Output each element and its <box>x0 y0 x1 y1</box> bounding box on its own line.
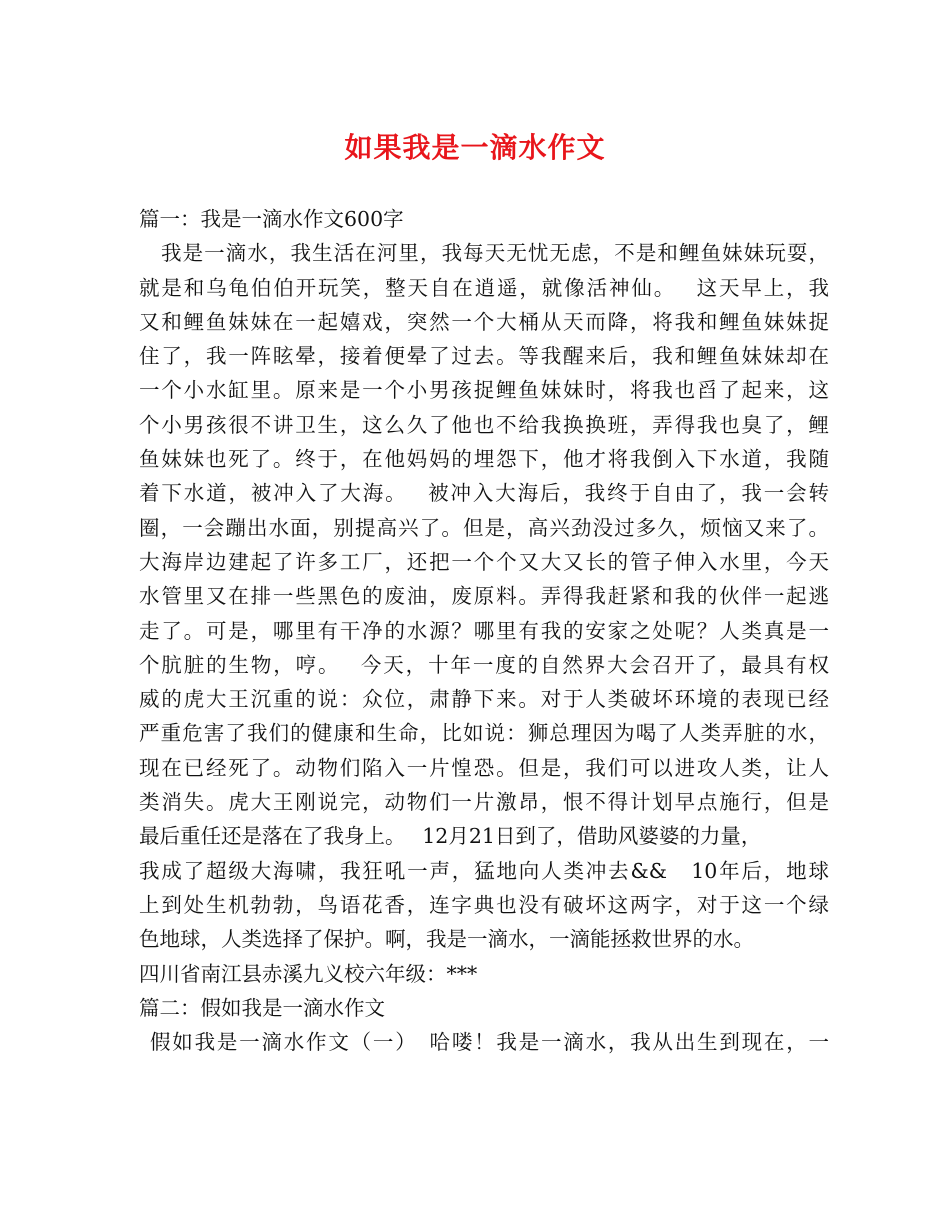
paragraph-line: 假如我是一滴水作文（一） 哈喽！我是一滴水，我从出生到现在，一 <box>150 1030 829 1055</box>
paragraph-line: 住了，我一阵眩晕，接着便晕了过去。等我醒来后，我和鲤鱼妹妹却在 <box>139 344 829 369</box>
section-heading-1: 篇一：我是一滴水作文600字 <box>139 207 404 231</box>
paragraph-line: 一个小水缸里。原来是一个小男孩捉鲤鱼妹妹时，将我也舀了起来，这 <box>139 378 829 403</box>
paragraph-line: 色地球，人类选择了保护。啊，我是一滴水，一滴能拯救世界的水。 <box>139 927 754 952</box>
paragraph-line: 又和鲤鱼妹妹在一起嬉戏，突然一个大桶从天而降，将我和鲤鱼妹妹捉 <box>139 309 829 334</box>
document-title: 如果我是一滴水作文 <box>344 131 606 164</box>
paragraph-line: 威的虎大王沉重的说：众位，肃静下来。对于人类破坏环境的表现已经 <box>139 687 829 712</box>
paragraph-line: 我成了超级大海啸，我狂吼一声，猛地向人类冲去&& 10年后，地球 <box>139 858 829 883</box>
paragraph-line: 走了。可是，哪里有干净的水源？哪里有我的安家之处呢？人类真是一 <box>139 618 829 643</box>
paragraph-line: 圈，一会蹦出水面，别提高兴了。但是，高兴劲没过多久，烦恼又来了。 <box>139 515 829 540</box>
paragraph-line: 大海岸边建起了许多工厂，还把一个个又大又长的管子伸入水里，今天 <box>139 549 829 574</box>
paragraph-line: 现在已经死了。动物们陷入一片惶恐。但是，我们可以进攻人类，让人 <box>139 755 829 780</box>
paragraph-line: 着下水道，被冲入了大海。 被冲入大海后，我终于自由了，我一会转 <box>139 481 829 506</box>
section-heading-2: 篇二：假如我是一滴水作文 <box>139 995 385 1020</box>
paragraph-line: 就是和乌龟伯伯开玩笑，整天自在逍遥，就像活神仙。 这天早上，我 <box>139 275 829 300</box>
paragraph-line: 严重危害了我们的健康和生命，比如说：狮总理因为喝了人类弄脏的水， <box>139 721 829 746</box>
paragraph-line: 最后重任还是落在了我身上。 12月21日到了，借助风婆婆的力量， <box>139 824 762 849</box>
paragraph-line: 个小男孩很不讲卫生，这么久了他也不给我换换班，弄得我也臭了，鲤 <box>139 412 829 437</box>
paragraph-line: 我是一滴水，我生活在河里，我每天无忧无虑，不是和鲤鱼妹妹玩耍， <box>161 241 829 266</box>
document-body <box>139 202 829 1059</box>
author-line: 四川省南江县赤溪九义校六年级：*** <box>139 961 478 986</box>
paragraph-line: 个肮脏的生物，哼。 今天，十年一度的自然界大会召开了，最具有权 <box>139 652 829 677</box>
paragraph-line: 鱼妹妹也死了。终于，在他妈妈的埋怨下，他才将我倒入下水道，我随 <box>139 447 829 472</box>
paragraph-line: 上到处生机勃勃，鸟语花香，连字典也没有破坏这两字，对于这一个绿 <box>139 892 829 917</box>
paragraph-line: 水管里又在排一些黑色的废油，废原料。弄得我赶紧和我的伙伴一起逃 <box>139 584 829 609</box>
paragraph-line: 类消失。虎大王刚说完，动物们一片激昂，恨不得计划早点施行，但是 <box>139 790 829 815</box>
